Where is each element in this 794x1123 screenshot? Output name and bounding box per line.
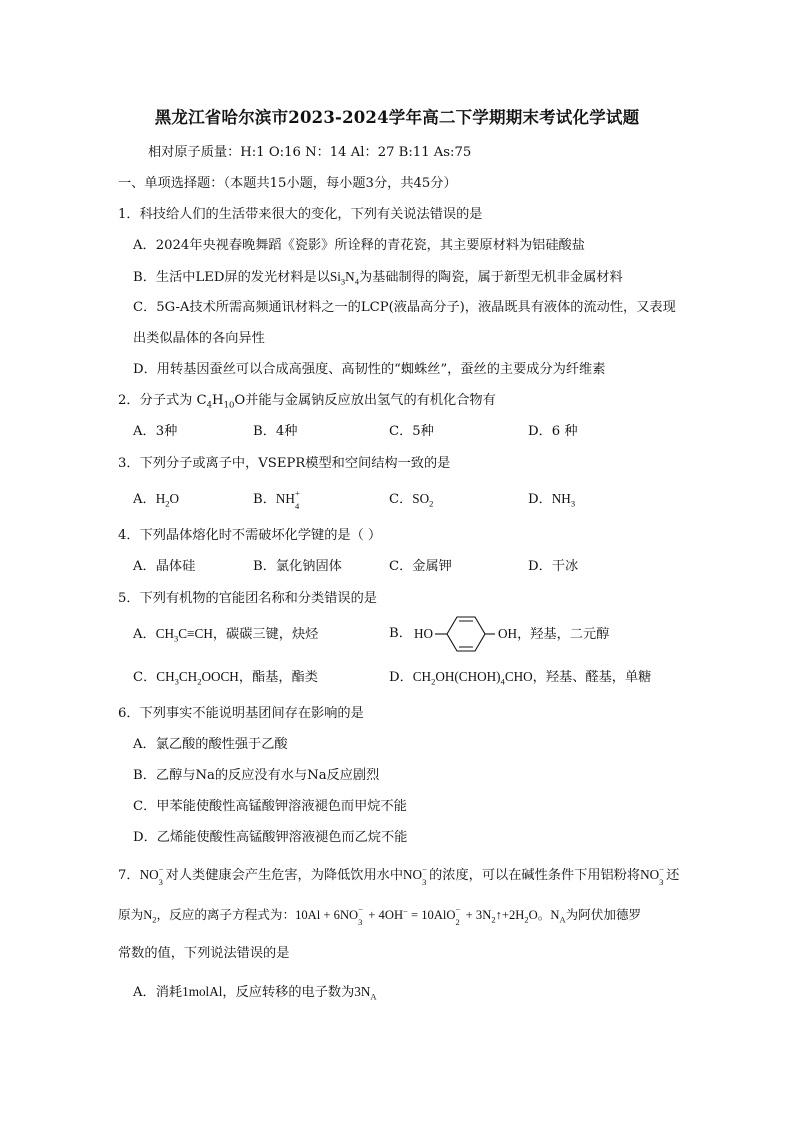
q5-stem: 5．下列有机物的官能团名称和分类错误的是 — [118, 591, 377, 606]
q6-option-a: A．氯乙酸的酸性强于乙酸 — [133, 737, 288, 752]
q6-option-d: D．乙烯能使酸性高锰酸钾溶液褪色而乙烷不能 — [133, 830, 408, 845]
section-heading: 一、单项选择题：（本题共15小题，每小题3分，共45分） — [118, 176, 457, 191]
q3-option-a: A．$H_2O$ — [133, 491, 180, 509]
q2-option-a: A．3种 — [133, 424, 178, 439]
page-title: 黑龙江省哈尔滨市2023-2024学年高二下学期期末考试化学试题 — [154, 108, 640, 127]
q2-option-c: C．5种 — [389, 424, 434, 439]
q3-option-b: B．NH + 4 — [253, 488, 300, 511]
q3-option-c: C．$SO_2$ — [389, 491, 434, 509]
q1-stem: 1．科技给人们的生活带来很大的变化，下列有关说法错误的是 — [118, 207, 483, 222]
q2-option-b: B．4种 — [253, 424, 298, 439]
q1-option-a: A．2024年央视春晚舞蹈《瓷影》所诠释的青花瓷，其主要原材料为铝硅酸盐 — [133, 238, 585, 253]
q4-option-d: D．干冰 — [528, 559, 579, 574]
q1-option-d: D．用转基因蚕丝可以合成高强度、高韧性的“蜘蛛丝”，蚕丝的主要成分为纤维素 — [133, 362, 606, 377]
q5-option-b-ho: HO — [414, 626, 434, 641]
q6-stem: 6．下列事实不能说明基团间存在影响的是 — [118, 706, 364, 721]
q3-option-d: D．$NH_3$ — [528, 491, 576, 509]
q4-stem: 4．下列晶体熔化时不需破坏化学键的是（ ） — [118, 528, 382, 543]
q2-option-d: D．6 种 — [528, 424, 578, 439]
q2-stem: 2．分子式为 $C_4H_{10}O$并能与金属钠反应放出氢气的有机化合物有 — [118, 393, 496, 411]
q5-option-c: C．$CH_3CH_2OOCH$，酯基，酯类 — [133, 669, 318, 687]
q1-option-b: B．生活中LED屏的发光材料是以$Si_3N_4$为基础制得的陶瓷，属于新型无机非金属材料 — [133, 269, 623, 287]
q7-line3: 常数的值，下列说法错误的是 — [118, 946, 290, 961]
q1-option-c-line2: 出类似晶体的各向异性 — [133, 331, 265, 346]
q5-option-b-text: OH，羟基，二元醇 — [498, 626, 610, 642]
q5-option-d: D．$CH_2OH(CHOH)_4CHO$，羟基、醛基，单糖 — [389, 669, 652, 687]
q7-option-a: A．消耗1molAl，反应转移的电子数为$3N_A$ — [133, 984, 377, 1002]
q6-option-b: B．乙醇与Na的反应没有水与Na反应剧烈 — [133, 768, 380, 783]
benzene-ring-icon — [433, 613, 499, 655]
q5-option-b-label: B． — [389, 626, 412, 641]
q5-option-a: A．$CH_3C\equiv CH$，碳碳三键，炔烃 — [133, 626, 319, 644]
atomic-mass-line: 相对原子质量：H:1 O:16 N：14 Al：27 B:11 As:75 — [148, 145, 472, 160]
q6-option-c: C．甲苯能使酸性高锰酸钾溶液褪色而甲烷不能 — [133, 799, 407, 814]
q7-line1: 7．NO − 3 对人类健康会产生危害，为降低饮用水中NO − 3 的浓度，可以在碱性条件下用铝粉将NO − 3 还 — [118, 864, 680, 887]
q3-stem: 3．下列分子或离子中，VSEPR模型和空间结构一致的是 — [118, 456, 451, 471]
q1-option-c-line1: C．5G-A技术所需高频通讯材料之一的LCP(液晶高分子)，液晶既具有液体的流动性，又表现 — [133, 300, 676, 315]
q4-option-a: A．晶体硅 — [133, 559, 196, 574]
q7-line2: 原为$N_2$，反应的离子方程式为：10Al + 6NO − 3 + 4OH− = 10AlO − 2 + $3N_2↑+2H_2O$。$N_A$为阿伏加德罗 — [118, 904, 642, 927]
q4-option-b: B．氯化钠固体 — [253, 559, 342, 574]
q4-option-c: C．金属钾 — [389, 559, 452, 574]
